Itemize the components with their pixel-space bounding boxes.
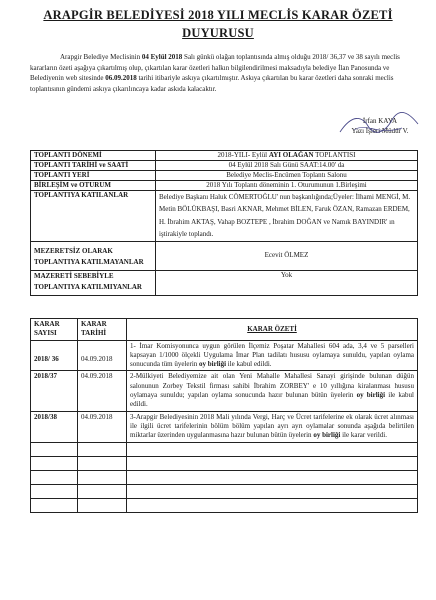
empty-cell bbox=[78, 470, 127, 484]
decision-row bbox=[31, 411, 418, 442]
decisions-table bbox=[30, 318, 418, 513]
decision-summary-end: ile kabul edildi. bbox=[226, 360, 272, 369]
meeting-info-table bbox=[30, 150, 418, 296]
signatory-title: Yazı İşleri Müdür V. bbox=[351, 127, 409, 135]
intro-paragraph bbox=[30, 52, 418, 94]
empty-cell bbox=[31, 442, 78, 456]
birlesim-label: BİRLEŞİM ve OTURUM bbox=[31, 181, 156, 191]
decision-date: 04.09.2018 bbox=[78, 371, 127, 411]
signature-scribble bbox=[332, 112, 422, 138]
yer-label: TOPLANTI YERİ bbox=[31, 171, 156, 181]
col-header-tarih: KARAR TARİHİ bbox=[78, 319, 127, 341]
empty-row bbox=[31, 470, 418, 484]
decision-row bbox=[31, 371, 418, 411]
document-title: ARAPGİR BELEDİYESİ 2018 YILI MECLİS KARAR ÖZETİ bbox=[43, 8, 393, 22]
empty-cell bbox=[31, 470, 78, 484]
decision-date: 04.09.2018 bbox=[78, 411, 127, 442]
donem-value-c: TOPLANTISI bbox=[313, 151, 356, 159]
birlesim-value: 2018 Yılı Toplantı döneminin 1. Oturumunun 1.Birleşimi bbox=[156, 181, 418, 191]
decisions-header-row bbox=[31, 319, 418, 341]
tarih-value: 04 Eylül 2018 Salı Günü SAAT:14.00' da bbox=[156, 161, 418, 171]
decision-row bbox=[31, 340, 418, 371]
decision-vote: oy birliği bbox=[356, 391, 386, 400]
mazeretsiz-label: MEZERETSİZ OLARAK TOPLANTIYA KATILMAYANLAR bbox=[31, 241, 156, 270]
col-header-sayi: KARAR SAYISI bbox=[31, 319, 78, 341]
meeting-date: 04 Eylül 2018 bbox=[141, 53, 183, 61]
info-row-yer bbox=[31, 171, 418, 181]
decision-summary-end: ile kabul edildi. bbox=[130, 391, 414, 409]
info-row-mazeretli bbox=[31, 270, 418, 295]
empty-row bbox=[31, 484, 418, 498]
info-row-mazeretsiz bbox=[31, 241, 418, 270]
decision-number: 2018/38 bbox=[31, 411, 78, 442]
document-subtitle: DUYURUSU bbox=[182, 26, 254, 40]
donem-value-a: 2018-YILI- Eylül bbox=[217, 151, 269, 159]
intro-text-2: Salı günkü olağan toplantısında almış olduğu 2018/ 36,37 ve 38 sayılı meclis kararların özeti aşağıya çıkartılmış olup, çıkartılan karar özetleri halkın bilgilendirilmesi maksadıyla belediye İlan Panosunda ve Belediyenin web sitesinde bbox=[30, 53, 400, 83]
empty-cell bbox=[31, 498, 78, 512]
empty-cell bbox=[127, 470, 418, 484]
empty-cell bbox=[78, 498, 127, 512]
decision-vote: oy birliği bbox=[313, 431, 341, 440]
info-row-tarih bbox=[31, 161, 418, 171]
empty-cell bbox=[127, 498, 418, 512]
decision-number: 2018/ 36 bbox=[31, 340, 78, 371]
tarih-label: TOPLANTI TARİHİ ve SAATİ bbox=[31, 161, 156, 171]
posting-date: 06.09.2018 bbox=[105, 74, 137, 83]
col-header-ozet: KARAR ÖZETİ bbox=[127, 319, 418, 341]
donem-value-b: AYI OLAĞAN bbox=[268, 151, 314, 159]
info-row-birlesim bbox=[31, 181, 418, 191]
empty-cell bbox=[31, 456, 78, 470]
info-row-katilanlar bbox=[31, 191, 418, 242]
empty-cell bbox=[127, 484, 418, 498]
decision-number: 2018/37 bbox=[31, 371, 78, 411]
empty-cell bbox=[127, 442, 418, 456]
empty-cell bbox=[78, 484, 127, 498]
empty-row bbox=[31, 456, 418, 470]
decision-summary bbox=[127, 371, 418, 411]
empty-cell bbox=[31, 484, 78, 498]
katilanlar-value: Belediye Başkanı Haluk CÖMERTOĞLU' nun başkanlığında;Üyeler: İlhami MENGİ, M. Metin BÖLÜKBAŞI, Basri AKNAR, Mehmet BİLEN, Faruk ÖZAN, Ramazan ERDEM, H. İbrahim AKTAŞ, Vahap BOZTEPE , İbrahim DOĞAN ve Namık BAYINDIR' ın iştirakiyle toplandı. bbox=[156, 191, 418, 242]
decision-summary-end: ile karar verildi. bbox=[340, 431, 387, 440]
donem-value bbox=[156, 151, 418, 161]
decision-summary-text: 2-Mülkiyeti Belediyemize ait olan Yeni Mahalle Mahallesi Sanayi girişinde bulunan düğün salonunun Zorbey Tekstil firması sahibi İbrahim ZORBEY' e 10 yıllığına kiralanması hususu oylamaya sunuldu; yapılan oylama sonucunda hazır bulunan bütün üyelerin bbox=[130, 372, 414, 400]
empty-cell bbox=[127, 456, 418, 470]
katilanlar-label: TOPLANTIYA KATILANLAR bbox=[31, 191, 156, 242]
decision-summary bbox=[127, 340, 418, 371]
empty-cell bbox=[78, 456, 127, 470]
empty-row bbox=[31, 442, 418, 456]
decision-date: 04.09.2018 bbox=[78, 340, 127, 371]
yer-value: Belediye Meclis-Encümen Toplantı Salonu bbox=[156, 171, 418, 181]
decision-summary-text: 3-Arapgir Belediyesinin 2018 Mali yılında Vergi, Harç ve Ücret tarifelerine ek olarak ücret alınması ile ilgili ücret tarifelerinin bölüm bölüm yapılan ayrı ayrı oylamalar sonunda aşağıda belirtilen miktarlar üzerinden uygulanmasına hazır bulunan bütün üyelerin bbox=[130, 412, 414, 440]
info-row-donem bbox=[31, 151, 418, 161]
empty-row bbox=[31, 498, 418, 512]
empty-cell bbox=[78, 442, 127, 456]
intro-text-1: Arapgir Belediye Meclisinin bbox=[60, 53, 142, 61]
signatory-name: İrfan KAYA bbox=[362, 117, 398, 125]
signature-block bbox=[330, 116, 430, 136]
mazeretsiz-value: Ecevit ÖLMEZ bbox=[156, 241, 418, 270]
decision-summary bbox=[127, 411, 418, 442]
mazeretli-value: Yok bbox=[156, 270, 418, 295]
decision-vote: oy birliği bbox=[199, 360, 227, 369]
decision-summary-text: 1- İmar Komisyonunca uygun görülen İlçemiz Poşatar Mahallesi 604 ada, 3,4 ve 5 parselleri kapsayan 1/1000 ölçekli Uygulama İmar Plan tadilatı hususu oylamaya sunuldu, yapılan oylama sonucunda tüm üyelerin bbox=[130, 341, 414, 369]
mazeretli-label: MAZERETİ SEBEBİYLE TOPLANTIYA KATILMIYANLAR bbox=[31, 270, 156, 295]
donem-label: TOPLANTI DÖNEMİ bbox=[31, 151, 156, 161]
intro-text-3: tarihi itibariyle askıya çıkartılmıştır. Askıya çıkartılan bu karar özetleri daha sonraki meclis toplantısının gündemi askıya çıkarılıncaya kadar askıda kalacaktır. bbox=[30, 74, 394, 93]
